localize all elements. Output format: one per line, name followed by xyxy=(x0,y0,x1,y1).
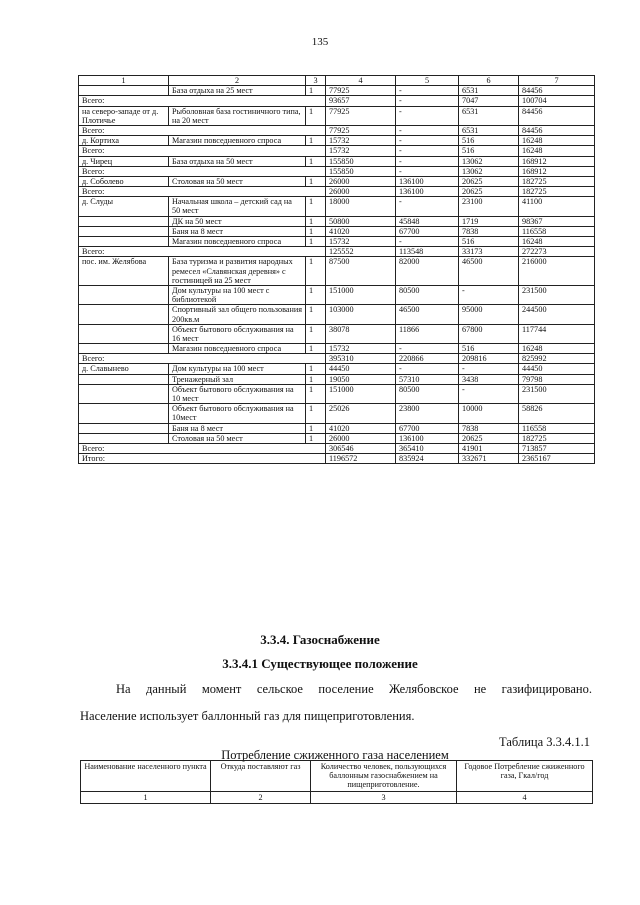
column-number: 4 xyxy=(457,791,593,803)
table-cell xyxy=(79,374,169,384)
table-cell: 87500 xyxy=(326,257,396,286)
paragraph-line-2: Население использует баллонный газ для пищеприготовления. xyxy=(80,709,415,723)
table-cell: 20625 xyxy=(459,433,519,443)
table-row xyxy=(79,257,595,286)
table-cell: 116558 xyxy=(519,226,595,236)
table-cell: 15732 xyxy=(326,344,396,354)
table-cell: 41901 xyxy=(459,443,519,453)
table-cell: 84456 xyxy=(519,125,595,135)
table-cell: 20625 xyxy=(459,176,519,186)
table-cell: База туризма и развития народных ремесел «Славянская деревня» с гостиницей на 25 мест xyxy=(169,257,306,286)
column-number: 2 xyxy=(211,791,311,803)
table-cell: 713857 xyxy=(519,443,595,453)
table-cell: 182725 xyxy=(519,187,595,197)
column-header: 7 xyxy=(519,76,595,86)
table-cell: 1 xyxy=(306,374,326,384)
table-cell: 1 xyxy=(306,136,326,146)
table-cell: 155850 xyxy=(326,166,396,176)
table-cell: Баня на 8 мест xyxy=(169,226,306,236)
table-cell: 23800 xyxy=(396,404,459,423)
table-cell: д. Чирец xyxy=(79,156,169,166)
table-cell: 182725 xyxy=(519,433,595,443)
table-cell: 6531 xyxy=(459,106,519,125)
table-cell: 77925 xyxy=(326,106,396,125)
table-cell: 136100 xyxy=(396,187,459,197)
table-cell: 116558 xyxy=(519,423,595,433)
table-cell: 332671 xyxy=(459,454,519,464)
table-row xyxy=(79,166,595,176)
table-cell xyxy=(79,285,169,304)
table-cell: 95000 xyxy=(459,305,519,324)
table-cell: 1 xyxy=(306,257,326,286)
table-cell: 216000 xyxy=(519,257,595,286)
table-cell: 516 xyxy=(459,146,519,156)
table-cell: 182725 xyxy=(519,176,595,186)
table-row xyxy=(79,86,595,96)
table-row xyxy=(79,423,595,433)
table-cell: 113548 xyxy=(396,247,459,257)
table-cell: - xyxy=(459,285,519,304)
table-cell: Столовая на 50 мест xyxy=(169,176,306,186)
table-cell: 50800 xyxy=(326,216,396,226)
main-table-header-row xyxy=(79,76,595,86)
table-cell: - xyxy=(396,136,459,146)
total-label-cell: Всего: xyxy=(79,96,326,106)
table-cell: 67800 xyxy=(459,324,519,343)
table-cell: 46500 xyxy=(396,305,459,324)
table-cell: 15732 xyxy=(326,146,396,156)
table-cell: - xyxy=(396,237,459,247)
table-cell: д. Славынево xyxy=(79,364,169,374)
table-cell xyxy=(79,404,169,423)
table-row xyxy=(79,226,595,236)
table-cell: 46500 xyxy=(459,257,519,286)
table-row xyxy=(79,197,595,216)
table-cell: 16248 xyxy=(519,136,595,146)
table-cell: 41020 xyxy=(326,423,396,433)
table-cell: 25026 xyxy=(326,404,396,423)
total-label-cell: Всего: xyxy=(79,125,326,135)
table-cell: 244500 xyxy=(519,305,595,324)
table-cell: 16248 xyxy=(519,237,595,247)
table-row xyxy=(79,324,595,343)
table-cell: 45848 xyxy=(396,216,459,226)
column-header: 2 xyxy=(169,76,306,86)
table-cell xyxy=(79,237,169,247)
table-cell: 13062 xyxy=(459,156,519,166)
gas-table-number-row xyxy=(81,791,593,803)
table-cell: 1196572 xyxy=(326,454,396,464)
column-header: 5 xyxy=(396,76,459,86)
table-cell: 23100 xyxy=(459,197,519,216)
table-cell: База отдыха на 50 мест xyxy=(169,156,306,166)
table-cell: - xyxy=(396,197,459,216)
table-cell: 7838 xyxy=(459,423,519,433)
table-cell: 57310 xyxy=(396,374,459,384)
table-cell: 825992 xyxy=(519,354,595,364)
table-cell: 10000 xyxy=(459,404,519,423)
table-cell: 1 xyxy=(306,237,326,247)
table-cell: Магазин повседневного спроса xyxy=(169,344,306,354)
table-row xyxy=(79,187,595,197)
table-cell: 67700 xyxy=(396,423,459,433)
table-cell: - xyxy=(459,384,519,403)
table-cell: 80500 xyxy=(396,384,459,403)
table-cell: 2365167 xyxy=(519,454,595,464)
table-cell: 77925 xyxy=(326,86,396,96)
table-cell: Начальная школа – детский сад на 50 мест xyxy=(169,197,306,216)
table-cell: - xyxy=(396,86,459,96)
column-header: 3 xyxy=(306,76,326,86)
table-cell: 272273 xyxy=(519,247,595,257)
table-row xyxy=(79,374,595,384)
total-label-cell: Всего: xyxy=(79,166,326,176)
table-cell xyxy=(79,305,169,324)
table-cell: 103000 xyxy=(326,305,396,324)
table-cell: 13062 xyxy=(459,166,519,176)
gas-consumption-table xyxy=(80,760,593,804)
table-row xyxy=(79,404,595,423)
table-cell: 1 xyxy=(306,404,326,423)
table-row xyxy=(79,216,595,226)
table-cell: 1 xyxy=(306,176,326,186)
table-cell: 80500 xyxy=(396,285,459,304)
table-cell: 67700 xyxy=(396,226,459,236)
table-cell: - xyxy=(396,125,459,135)
table-cell xyxy=(79,226,169,236)
total-label-cell: Итого: xyxy=(79,454,326,464)
table-cell: 58826 xyxy=(519,404,595,423)
total-label-cell: Всего: xyxy=(79,146,326,156)
table-cell: База отдыха на 25 мест xyxy=(169,86,306,96)
table-cell: Дом культуры на 100 мест xyxy=(169,364,306,374)
column-header: Количество человек, пользующихся баллонным газоснабжением на пищеприготовление. xyxy=(311,761,457,792)
table-cell: 84456 xyxy=(519,86,595,96)
subsection-heading: 3.3.4.1 Существующее положение xyxy=(222,656,418,671)
table-cell: д. Соболево xyxy=(79,176,169,186)
table-cell: 117744 xyxy=(519,324,595,343)
table-cell: 38078 xyxy=(326,324,396,343)
facilities-cost-table xyxy=(78,75,595,464)
table-row xyxy=(79,384,595,403)
table-row xyxy=(79,176,595,186)
table-cell: 209816 xyxy=(459,354,519,364)
table-cell: 26000 xyxy=(326,187,396,197)
table-cell: 1 xyxy=(306,433,326,443)
table-cell: 7047 xyxy=(459,96,519,106)
table-cell: 516 xyxy=(459,344,519,354)
table-cell: Объект бытового обслуживания на 16 мест xyxy=(169,324,306,343)
table-cell: 15732 xyxy=(326,136,396,146)
table-cell: 15732 xyxy=(326,237,396,247)
table-cell: 151000 xyxy=(326,384,396,403)
table-cell: 93657 xyxy=(326,96,396,106)
table-row xyxy=(79,364,595,374)
table-cell: 136100 xyxy=(396,433,459,443)
table-cell: 1 xyxy=(306,156,326,166)
table-cell: 306546 xyxy=(326,443,396,453)
table-cell: 44450 xyxy=(326,364,396,374)
table-cell: - xyxy=(396,364,459,374)
table-cell: 7838 xyxy=(459,226,519,236)
table-cell: пос. им. Желябова xyxy=(79,257,169,286)
table-cell: Магазин повседневного спроса xyxy=(169,237,306,247)
table-cell: 20625 xyxy=(459,187,519,197)
table-row xyxy=(79,106,595,125)
total-label-cell: Всего: xyxy=(79,247,326,257)
table-row xyxy=(79,454,595,464)
table-cell: 136100 xyxy=(396,176,459,186)
gas-table-header-row xyxy=(81,761,593,792)
table-cell: 125552 xyxy=(326,247,396,257)
table-cell: 100704 xyxy=(519,96,595,106)
table-row xyxy=(79,146,595,156)
table-cell: 365410 xyxy=(396,443,459,453)
table-cell: 18000 xyxy=(326,197,396,216)
main-table-body xyxy=(79,86,595,464)
table-row xyxy=(79,433,595,443)
column-header: 1 xyxy=(79,76,169,86)
table-row xyxy=(79,156,595,166)
table-cell: 79798 xyxy=(519,374,595,384)
table-cell: 26000 xyxy=(326,176,396,186)
table-cell: 395310 xyxy=(326,354,396,364)
table-cell: 98367 xyxy=(519,216,595,226)
table-cell: 168912 xyxy=(519,166,595,176)
column-header: Наименование населенного пункта xyxy=(81,761,211,792)
column-number: 3 xyxy=(311,791,457,803)
table-cell: 231500 xyxy=(519,285,595,304)
table-cell: 3438 xyxy=(459,374,519,384)
table-cell: - xyxy=(396,146,459,156)
column-header: Откуда поставляют газ xyxy=(211,761,311,792)
table-cell xyxy=(79,423,169,433)
table-cell: 1 xyxy=(306,324,326,343)
table-cell: Рыболовная база гостиничного типа, на 20 мест xyxy=(169,106,306,125)
table-cell: 231500 xyxy=(519,384,595,403)
table-cell: 19050 xyxy=(326,374,396,384)
table-cell: д. Кортиха xyxy=(79,136,169,146)
table-cell: 1719 xyxy=(459,216,519,226)
table-cell: 77925 xyxy=(326,125,396,135)
table-cell: Тренажерный зал xyxy=(169,374,306,384)
table-row xyxy=(79,344,595,354)
table-row xyxy=(79,285,595,304)
table-cell: 1 xyxy=(306,305,326,324)
table-cell: 516 xyxy=(459,136,519,146)
table-cell: на северо-западе от д. Плотичье xyxy=(79,106,169,125)
table-cell: 6531 xyxy=(459,86,519,96)
table-row xyxy=(79,237,595,247)
table-cell: 1 xyxy=(306,423,326,433)
page-number: 135 xyxy=(311,36,329,48)
total-label-cell: Всего: xyxy=(79,443,326,453)
table-row xyxy=(79,136,595,146)
table-cell xyxy=(79,384,169,403)
table-cell: 16248 xyxy=(519,344,595,354)
table-cell: 1 xyxy=(306,106,326,125)
table-cell: Баня на 8 мест xyxy=(169,423,306,433)
table-row xyxy=(79,96,595,106)
table-cell: 1 xyxy=(306,364,326,374)
table-number: Таблица 3.3.4.1.1 xyxy=(499,735,590,749)
table-cell xyxy=(79,324,169,343)
table-cell: 82000 xyxy=(396,257,459,286)
table-cell: - xyxy=(396,344,459,354)
table-cell: - xyxy=(396,166,459,176)
table-cell: - xyxy=(396,156,459,166)
table-cell: 220866 xyxy=(396,354,459,364)
table-cell: Столовая на 50 мест xyxy=(169,433,306,443)
table-cell: 1 xyxy=(306,86,326,96)
table-cell: - xyxy=(459,364,519,374)
column-header: 4 xyxy=(326,76,396,86)
table-cell xyxy=(79,86,169,96)
table-cell: 26000 xyxy=(326,433,396,443)
table-cell: 1 xyxy=(306,344,326,354)
table-cell: 155850 xyxy=(326,156,396,166)
table-row xyxy=(79,125,595,135)
table-cell: 1 xyxy=(306,285,326,304)
table-cell: Дом культуры на 100 мест с библиотекой xyxy=(169,285,306,304)
table-cell: 41020 xyxy=(326,226,396,236)
table-cell: 151000 xyxy=(326,285,396,304)
table-cell: ДК на 50 мест xyxy=(169,216,306,226)
table-cell: 835924 xyxy=(396,454,459,464)
table-row xyxy=(79,305,595,324)
total-label-cell: Всего: xyxy=(79,187,326,197)
table-cell: 41100 xyxy=(519,197,595,216)
table-cell xyxy=(79,433,169,443)
table-cell xyxy=(79,216,169,226)
table-cell: 11866 xyxy=(396,324,459,343)
table-cell: Объект бытового обслуживания на 10 мест xyxy=(169,384,306,403)
table-cell: 168912 xyxy=(519,156,595,166)
table-cell: 516 xyxy=(459,237,519,247)
table-cell: 1 xyxy=(306,197,326,216)
table-cell: 44450 xyxy=(519,364,595,374)
table-row xyxy=(79,443,595,453)
table-cell: 1 xyxy=(306,384,326,403)
table-cell: - xyxy=(396,106,459,125)
table-cell: - xyxy=(396,96,459,106)
section-heading: 3.3.4. Газоснабжение xyxy=(260,632,380,647)
table-caption: Потребление сжиженного газа населением xyxy=(221,748,449,762)
table-cell: 33173 xyxy=(459,247,519,257)
table-row xyxy=(79,354,595,364)
column-number: 1 xyxy=(81,791,211,803)
table-cell: 1 xyxy=(306,216,326,226)
column-header: Годовое Потребление сжиженного газа, Гкал/год xyxy=(457,761,593,792)
table-cell: д. Слуды xyxy=(79,197,169,216)
table-cell xyxy=(79,344,169,354)
table-cell: 84456 xyxy=(519,106,595,125)
table-cell: Магазин повседневного спроса xyxy=(169,136,306,146)
column-header: 6 xyxy=(459,76,519,86)
table-cell: 6531 xyxy=(459,125,519,135)
table-row xyxy=(79,247,595,257)
paragraph-line-1: На данный момент сельское поселение Желябовское не газифицировано. xyxy=(116,682,592,696)
table-cell: 1 xyxy=(306,226,326,236)
total-label-cell: Всего: xyxy=(79,354,326,364)
table-cell: 16248 xyxy=(519,146,595,156)
table-cell: Спортивный зал общего пользования 200кв.м xyxy=(169,305,306,324)
table-cell: Объект бытового обслуживания на 10мест xyxy=(169,404,306,423)
